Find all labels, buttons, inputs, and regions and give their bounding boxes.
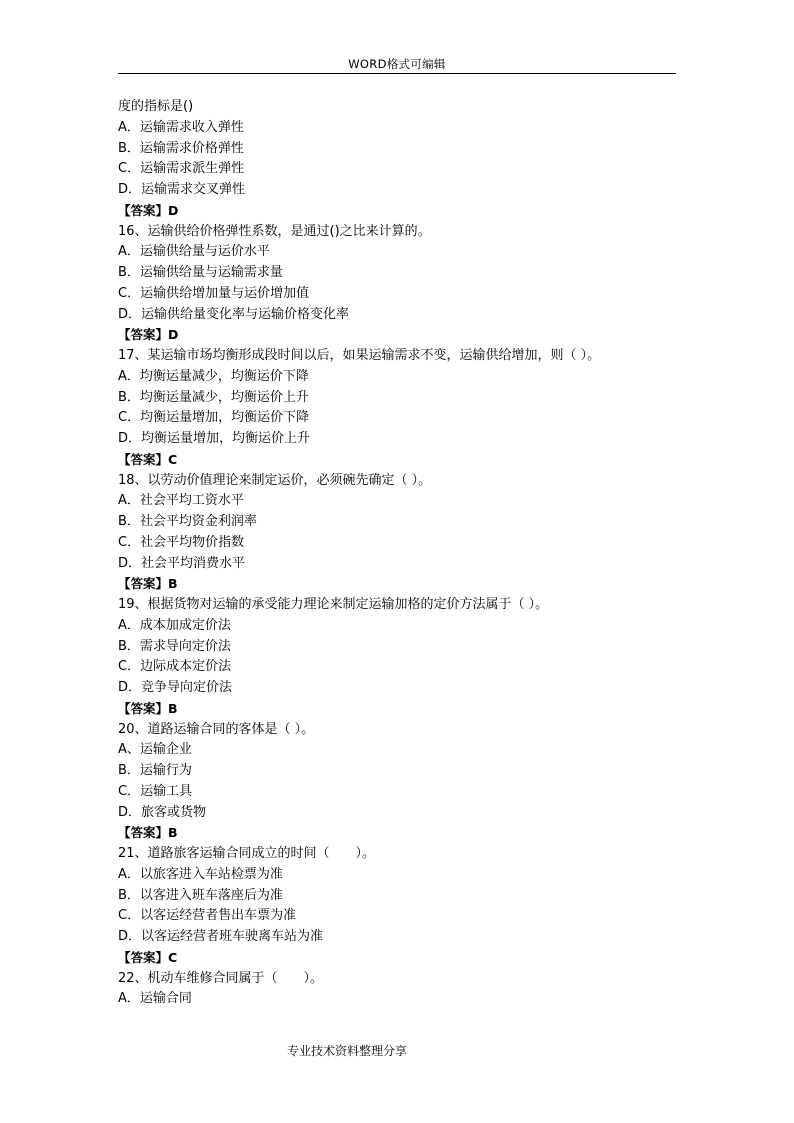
text-line: B．均衡运量减少，均衡运价上升 [118,389,309,405]
text-line: D．运输供给量变化率与运输价格变化率 [118,306,350,322]
page-header [0,56,794,72]
answer-line: 【答案】D [118,327,179,343]
text-line: C．边际成本定价法 [118,659,232,675]
answer-line: 【答案】C [118,451,178,467]
page-footer [0,1042,694,1059]
text-line: 20、道路运输合同的客体是（ ）。 [118,721,315,737]
text-line: B．运输供给量与运输需求量 [118,265,283,280]
answer-line: 【答案】B [118,576,178,592]
header-divider [118,73,676,74]
text-line: A．运输需求收入弹性 [118,119,244,135]
text-line: A、运输企业 [118,742,192,758]
text-line: C．以客运经营者售出车票为准 [118,908,297,924]
answer-line: 【答案】D [118,202,179,218]
text-line: A．运输供给量与运价水平 [118,244,270,260]
text-line: B．需求导向定价法 [118,638,231,654]
text-line: B．运输需求价格弹性 [118,140,244,156]
answer-line: 【答案】B [118,700,178,716]
text-line: A．以旅客进入车站检票为准 [118,866,283,882]
text-line: C．均衡运量增加，均衡运价下降 [118,410,310,426]
text-line: B．运输行为 [118,763,192,778]
text-line: C．运输工具 [118,783,193,799]
text-line: D．均衡运量增加，均衡运价上升 [118,431,311,446]
answer-line: 【答案】B [118,825,178,841]
footer-text: 专业技术资料整理分享 [286,1044,407,1058]
text-line: D．以客运经营者班车驶离车站为准 [118,929,324,944]
text-line: B．社会平均资金利润率 [118,514,257,529]
text-line: C．运输需求派生弹性 [118,161,245,177]
text-line: D．旅客或货物 [118,804,207,820]
text-line: A．成本加成定价法 [118,617,231,633]
text-line: C．运输供给增加量与运价增加值 [118,285,310,301]
text-line: A．均衡运量减少，均衡运价下降 [118,368,309,384]
text-line: D．运输需求交叉弹性 [118,182,246,197]
text-line: 21、道路旅客运输合同成立的时间（ ）。 [118,846,376,861]
text-line: 17、某运输市场均衡形成段时间以后，如果运输需求不变，运输供给增加，则（ ）。 [118,348,601,363]
text-line: 19、根据货物对运输的承受能力理论来制定运输加格的定价方法属于（ ）。 [118,597,549,612]
text-line: B．以客进入班车落座后为准 [118,887,283,903]
document-body [118,97,678,1010]
answer-line: 【答案】C [118,949,178,965]
text-line: A．社会平均工资水平 [118,493,244,509]
text-line: 16、运输供给价格弹性系数，是通过()之比来计算的。 [118,223,431,239]
text-line: D．竞争导向定价法 [118,680,233,695]
text-line: A．运输合同 [118,991,192,1007]
text-line: C．社会平均物价指数 [118,534,245,550]
text-line: 22、机动车维修合同属于（ ）。 [118,970,324,986]
header-title: WORD格式可编辑 [348,57,446,71]
text-line: 18、以劳动价值理论来制定运价，必须碗先确定（ ）。 [118,472,432,488]
text-line: D．社会平均消费水平 [118,555,246,571]
text-line: 度的指标是() [118,99,194,114]
